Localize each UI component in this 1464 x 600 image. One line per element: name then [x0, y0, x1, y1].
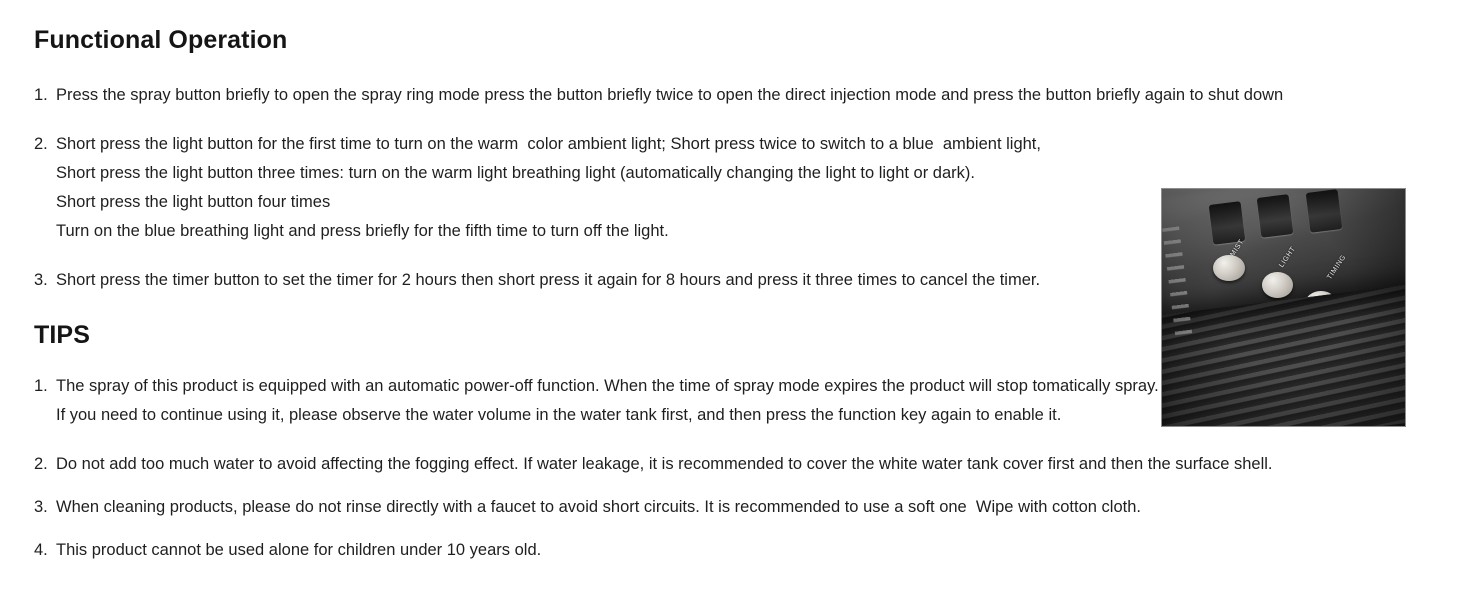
list-item-body [56, 266, 1160, 295]
tips-title: TIPS [34, 321, 90, 349]
list-item-body [56, 81, 1430, 110]
list-line: Short press the timer button to set the timer for 2 hours then short press it again for 8 hours and press it three times to cancel the timer. [56, 271, 1041, 289]
list-item [34, 493, 1430, 522]
list-marker: 2. [34, 455, 48, 473]
spacer [34, 479, 1430, 493]
list-item [34, 536, 1430, 565]
list-line: Short press the light button for the first time to turn on the warm color ambient light; Short press twice to switch to a blue ambient light, [56, 135, 1041, 153]
product-control-panel-photo [1161, 188, 1406, 427]
list-marker: 1. [34, 377, 48, 395]
list-item [34, 450, 1430, 479]
list-marker: 1. [34, 86, 48, 104]
list-marker: 2. [34, 135, 48, 153]
list-item-body [56, 130, 1160, 246]
list-line: This product cannot be used alone for children under 10 years old. [56, 541, 542, 559]
list-line: When cleaning products, please do not rinse directly with a faucet to avoid short circuits. It is recommended to use a soft one Wipe with cotton cloth. [56, 498, 1141, 516]
list-item-body [56, 450, 1430, 479]
page-title: Functional Operation [34, 26, 288, 54]
list-line: Turn on the blue breathing light and press briefly for the fifth time to turn off the light. [56, 222, 669, 240]
list-line: If you need to continue using it, please observe the water volume in the water tank first, and then press the function key again to enable it. [56, 406, 1062, 424]
list-item-body [56, 536, 1430, 565]
spacer [34, 522, 1430, 536]
list-marker: 4. [34, 541, 48, 559]
list-line: Short press the light button four times [56, 193, 331, 211]
list-marker: 3. [34, 498, 48, 516]
list-marker: 3. [34, 271, 48, 289]
spacer [34, 430, 1430, 450]
list-line: Press the spray button briefly to open the spray ring mode press the button briefly twice to open the direct injection mode and press the button briefly again to shut down [56, 86, 1284, 104]
list-line: Do not add too much water to avoid affecting the fogging effect. If water leakage, it is recommended to cover the white water tank cover first and then the surface shell. [56, 455, 1273, 473]
photo-vignette [1162, 189, 1405, 426]
list-item [34, 81, 1430, 110]
list-item-body [56, 493, 1430, 522]
list-line: Short press the light button three times: turn on the warm light breathing light (automatically changing the light to light or dark). [56, 164, 975, 182]
list-line: The spray of this product is equipped with an automatic power-off function. When the time of spray mode expires the product will stop tomatically spray. [56, 377, 1159, 395]
functional-operation-section [34, 81, 1430, 295]
spacer [34, 110, 1430, 130]
